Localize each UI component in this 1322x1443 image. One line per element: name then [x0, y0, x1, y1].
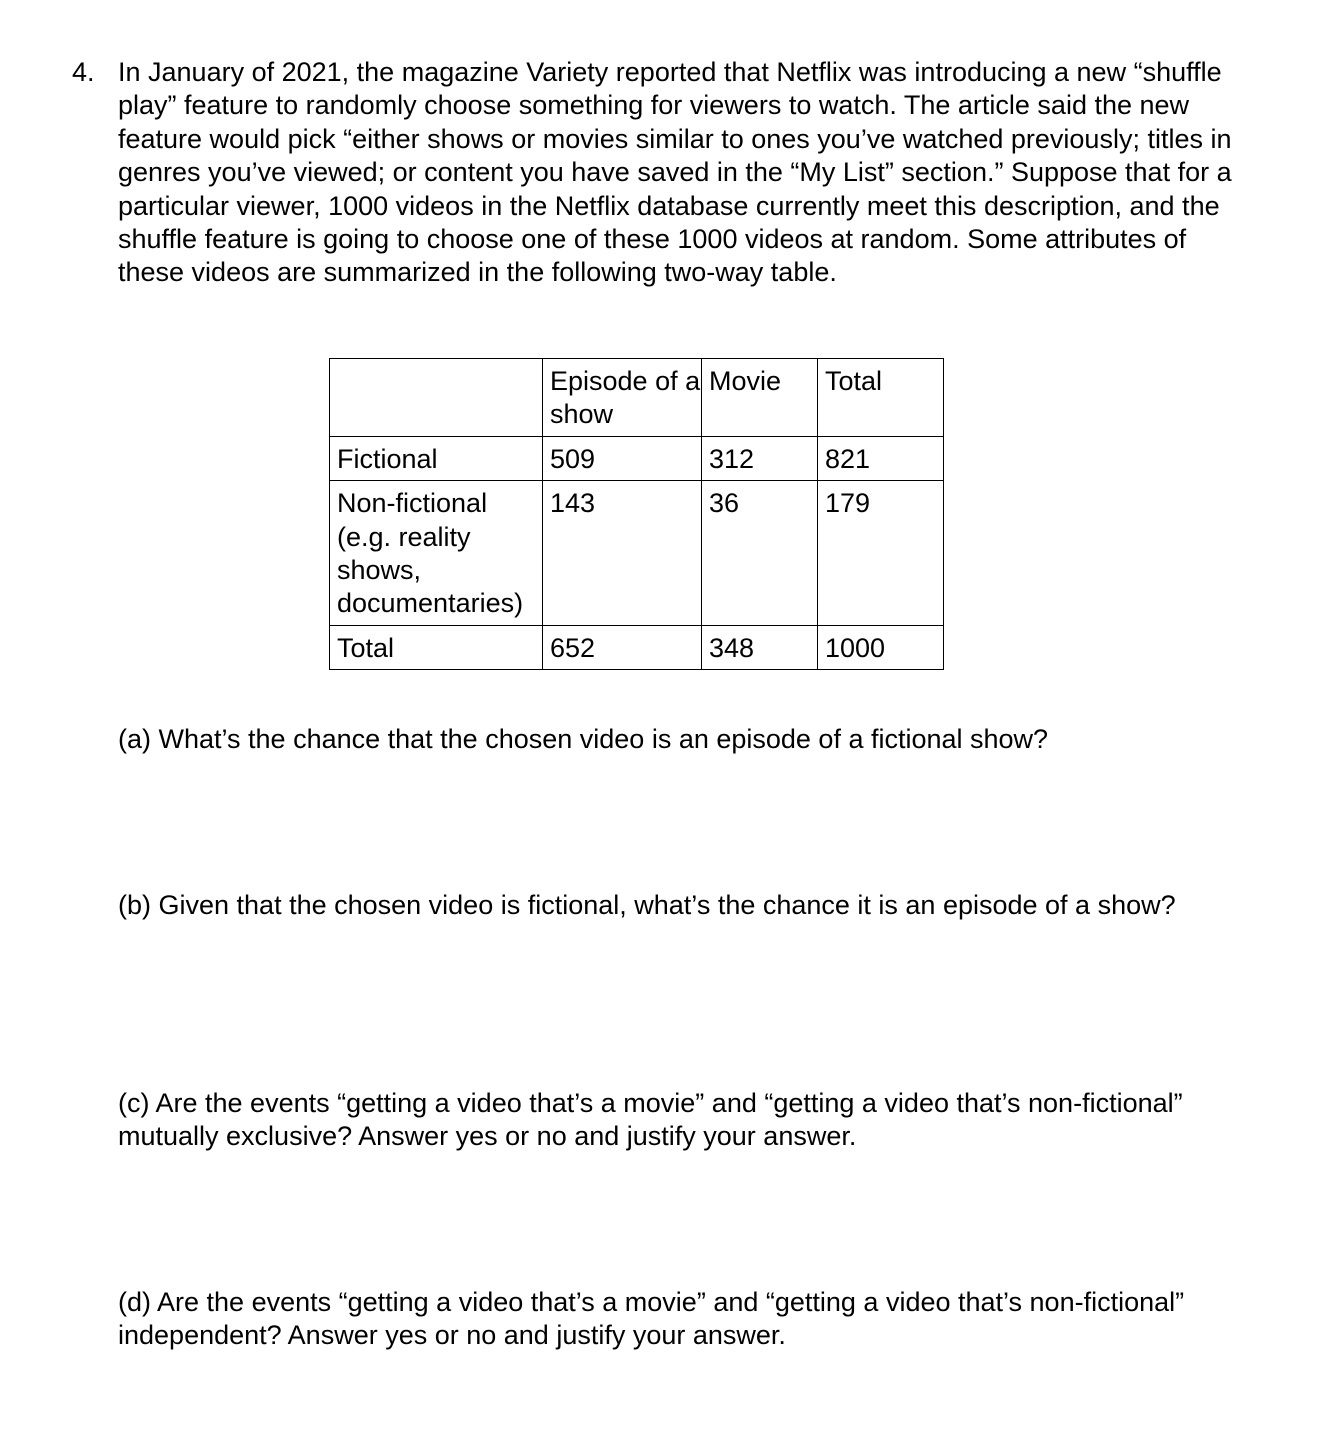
part-a: (a) What’s the chance that the chosen video is an episode of a fictional show? [118, 724, 1049, 754]
table-row-total [330, 625, 944, 669]
part-c: (c) Are the events “getting a video that’s a movie” and “getting a video that’s non-fictional” mutually exclusive? Answer yes or no and justify your answer. [118, 1088, 1183, 1152]
cell-fictional-movie: 312 [702, 436, 818, 480]
cell-nonfictional-movie: 36 [702, 481, 818, 626]
row-label-total: Total [330, 625, 543, 669]
header-cell-total: Total [818, 359, 944, 437]
row-label-nonfictional: Non-fictional (e.g. reality shows, documentaries) [330, 481, 543, 626]
cell-fictional-total: 821 [818, 436, 944, 480]
part-d: (d) Are the events “getting a video that’s a movie” and “getting a video that’s non-fictional” independent? Answer yes or no and justify your answer. [118, 1287, 1185, 1351]
header-cell-corner [330, 359, 543, 437]
cell-grand-total: 1000 [818, 625, 944, 669]
cell-total-episode: 652 [543, 625, 702, 669]
question-text: In January of 2021, the magazine Variety reported that Netflix was introducing a new “shuffle play” feature to randomly choose something for viewers to watch. The article said the new feature would pick “either shows or movies similar to ones you’ve watched previously; titles in genres you’ve viewed; or content you have saved in the “My List” section.” Suppose that for a particular viewer, 1000 videos in the Netflix database currently meet this description, and the shuffle feature is going to choose one of these 1000 videos at random. Some attributes of these videos are summarized in the following two-way table. [118, 57, 1232, 288]
table-row-fictional [330, 436, 944, 480]
header-cell-movie: Movie [702, 359, 818, 437]
two-way-table [329, 358, 944, 670]
table-row-nonfictional [330, 481, 944, 626]
part-b: (b) Given that the chosen video is fictional, what’s the chance it is an episode of a show? [118, 890, 1176, 920]
table-header-row [330, 359, 944, 437]
cell-nonfictional-total: 179 [818, 481, 944, 626]
cell-total-movie: 348 [702, 625, 818, 669]
header-cell-episode: Episode of a show [543, 359, 702, 437]
cell-fictional-episode: 509 [543, 436, 702, 480]
row-label-fictional: Fictional [330, 436, 543, 480]
cell-nonfictional-episode: 143 [543, 481, 702, 626]
question-number: 4. [72, 57, 95, 87]
